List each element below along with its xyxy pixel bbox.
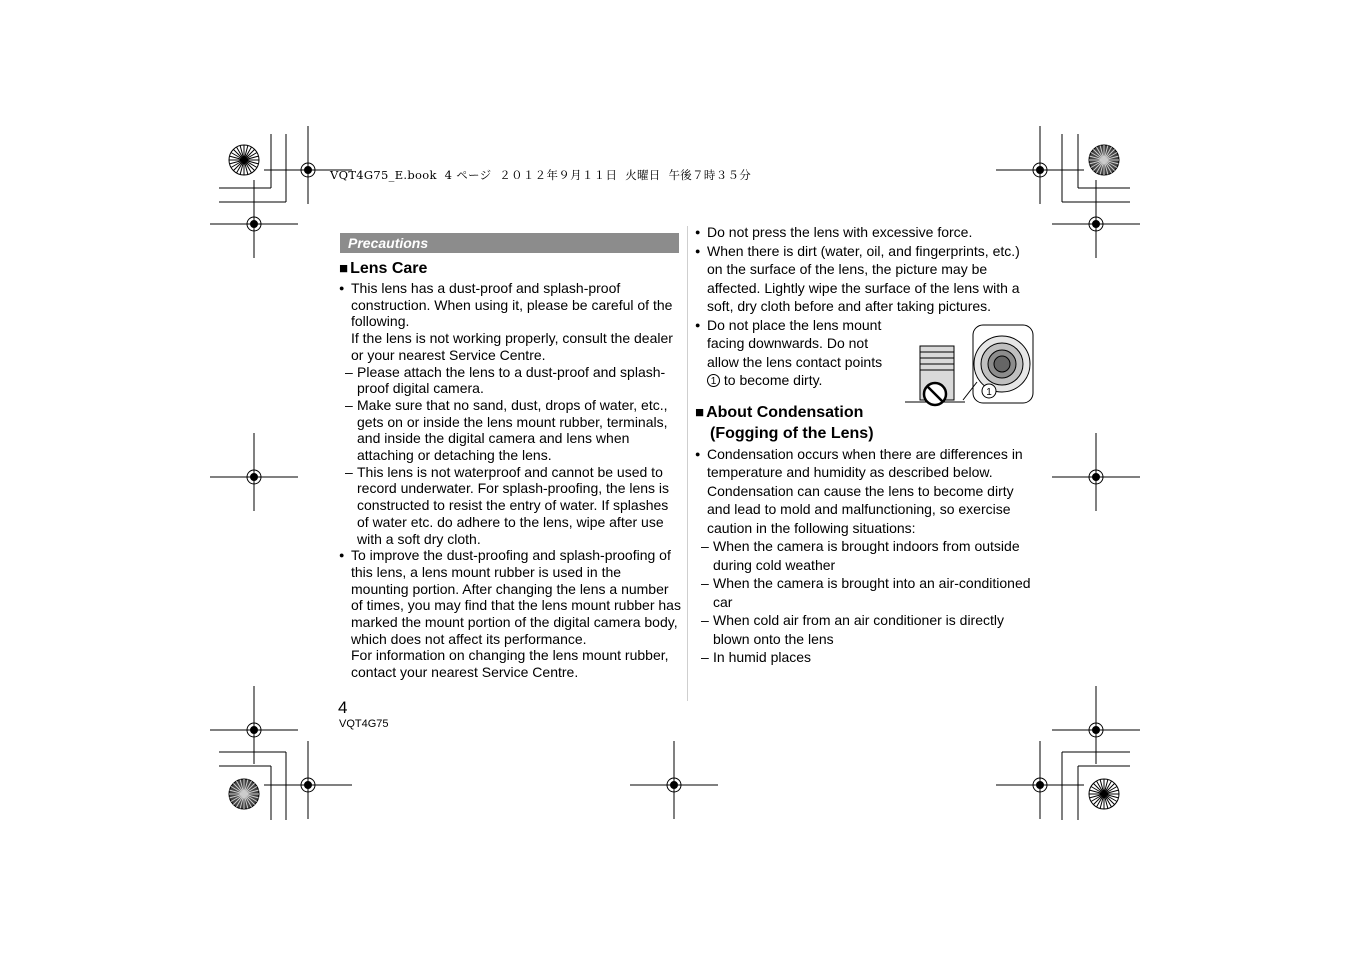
lens-care-bullet-1 bbox=[339, 280, 681, 364]
lens-care-bullet-2-text: To improve the dust-proofing and splash-proofing of this lens, a lens mount rubber is used in the mounting portion. After changing the lens a number of times, you may find that the lens mount rubber has marked the mount portion of the digital camera body, which does not affect its performance. bbox=[351, 547, 681, 647]
registration-crosshair bbox=[210, 433, 298, 511]
right-bullet-1: ● Do not press the lens with excessive force. bbox=[695, 223, 1037, 242]
page-number: 4 bbox=[338, 698, 348, 717]
condensation-heading-line-2: (Fogging of the Lens) bbox=[710, 424, 874, 442]
right-bullet-3-line-1: Do not place the lens mount bbox=[707, 316, 882, 333]
lens-care-dash-3: – This lens is not waterproof and cannot be used to record underwater. For splash-proofing, the lens is constructed to resist the entry of water. If splashes of water etc. do adhere to the lens, wipe after use with a soft dry cloth. bbox=[339, 464, 681, 548]
condensation-dash-2: – When the camera is brought into an air-conditioned car bbox=[695, 574, 1037, 611]
lens-care-heading bbox=[339, 259, 681, 279]
condensation-dash-3: – When cold air from an air conditioner is directly blown onto the lens bbox=[695, 611, 1037, 648]
lens-care-heading-text: Lens Care bbox=[350, 260, 428, 277]
starburst-target bbox=[1089, 779, 1119, 809]
registration-crosshair bbox=[630, 741, 718, 819]
right-bullet-2: ● When there is dirt (water, oil, and fingerprints, etc.) on the surface of the lens, the picture may be affected. Lightly wipe the surface of the lens with a soft, dry cloth before and after taking pictures. bbox=[695, 242, 1037, 316]
lens-care-dash-1: – Please attach the lens to a dust-proof and splash-proof digital camera. bbox=[339, 364, 681, 397]
registration-crosshair bbox=[264, 741, 352, 819]
column-divider bbox=[687, 226, 688, 701]
lens-care-dash-2: – Make sure that no sand, dust, drops of water, etc., gets on or inside the lens mount rubber, terminals, and inside the digital camera and lens when attaching or detaching the lens. bbox=[339, 397, 681, 464]
heading-square-icon: ■ bbox=[339, 260, 349, 277]
condensation-heading-line-1: About Condensation bbox=[706, 403, 864, 421]
registration-crosshair bbox=[264, 126, 352, 204]
section-title-bar: Precautions bbox=[340, 233, 679, 253]
right-bullet-3-line-4: to become dirty. bbox=[723, 372, 823, 388]
lens-care-bullet-2-note: For information on changing the lens mount rubber, contact your nearest Service Centre. bbox=[351, 647, 669, 681]
registration-crosshair bbox=[1052, 433, 1140, 511]
print-header: VQT4G75_E.book 4 ページ ２０１２年９月１１日 火曜日 午後７時３５分 bbox=[330, 168, 752, 182]
lens-care-bullet-2 bbox=[339, 547, 681, 681]
starburst-target bbox=[229, 779, 259, 809]
figure-callout-label: 1 bbox=[986, 387, 992, 398]
condensation-dash-1: – When the camera is brought indoors from outside during cold weather bbox=[695, 537, 1037, 574]
right-bullet-3-line-3: allow the lens contact points bbox=[707, 353, 883, 370]
lens-care-section bbox=[339, 259, 681, 681]
lens-care-bullet-1-note: If the lens is not working properly, consult the dealer or your nearest Service Centre. bbox=[351, 330, 673, 363]
callout-number: 1 bbox=[707, 374, 720, 387]
right-column bbox=[695, 223, 1037, 667]
lens-care-bullet-1-text: This lens has a dust-proof and splash-proof construction. When using it, please be careful of the following. bbox=[351, 280, 673, 330]
registration-crosshair bbox=[996, 741, 1084, 819]
registration-crosshair bbox=[1052, 180, 1140, 258]
model-code: VQT4G75 bbox=[339, 718, 389, 730]
condensation-bullet-1: ● Condensation occurs when there are differences in temperature and humidity as described below. Condensation can cause the lens to become dirty and lead to mold and malfunctioning, so exercise caution in the following situations: bbox=[695, 445, 1037, 538]
heading-square-icon: ■ bbox=[695, 403, 705, 421]
lens-mount-illustration bbox=[905, 322, 1035, 408]
registration-crosshair bbox=[996, 126, 1084, 204]
registration-crosshair bbox=[210, 180, 298, 258]
right-bullet-3-line-2: facing downwards. Do not bbox=[707, 335, 869, 351]
starburst-target bbox=[1089, 145, 1119, 175]
condensation-dash-4: – In humid places bbox=[695, 648, 1037, 667]
starburst-target bbox=[229, 145, 259, 175]
